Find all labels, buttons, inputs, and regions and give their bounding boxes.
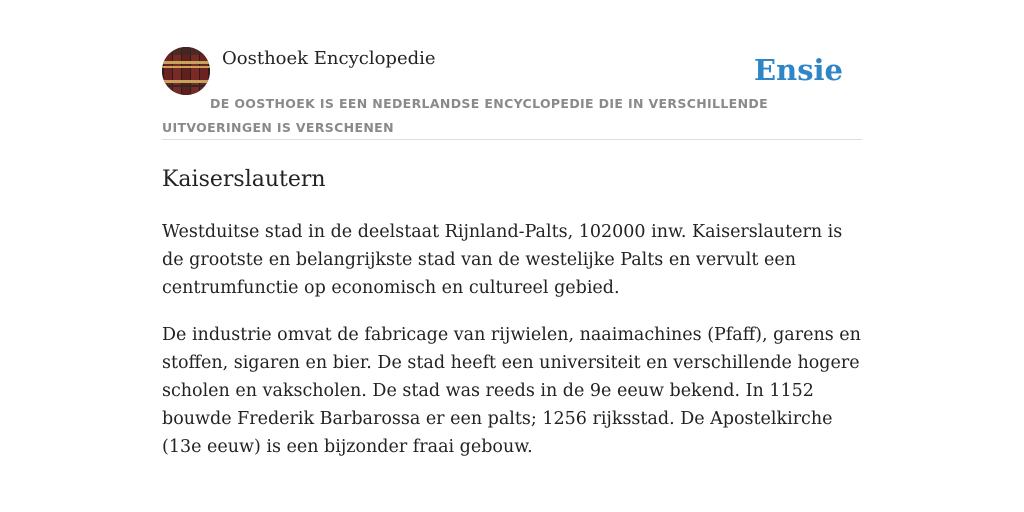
encyclopedia-books-icon[interactable] — [162, 47, 210, 95]
article-body — [162, 218, 862, 461]
brand-logo[interactable]: Ensie — [754, 53, 843, 87]
site-title[interactable]: Oosthoek Encyclopedie — [222, 48, 436, 69]
article-paragraph: De industrie omvat de fabricage van rijwielen, naaimachines (Pfaff), garens en stoffen, sigaren en bier. De stad heeft een universiteit en verschillende hogere scholen en vakscholen. De stad was reeds in de 9e eeuw bekend. In 1152 bouwde Frederik Barbarossa er een palts; 1256 rijksstad. De Apostelkirche (13e eeuw) is een bijzonder fraai gebouw. — [162, 325, 861, 457]
article-title: Kaiserslautern — [162, 167, 326, 192]
article-paragraph: Westduitse stad in de deelstaat Rijnland-Palts, 102000 inw. Kaiserslautern is de grootste en belangrijkste stad van de westelijke Palts en vervult een centrumfunctie op economisch en cultureel gebied. — [162, 222, 843, 298]
site-tagline: DE OOSTHOEK IS EEN NEDERLANDSE ENCYCLOPEDIE DIE IN VERSCHILLENDE UITVOERINGEN IS VERSCHENEN — [162, 96, 768, 135]
site-header — [162, 44, 862, 140]
article-card — [162, 44, 862, 461]
